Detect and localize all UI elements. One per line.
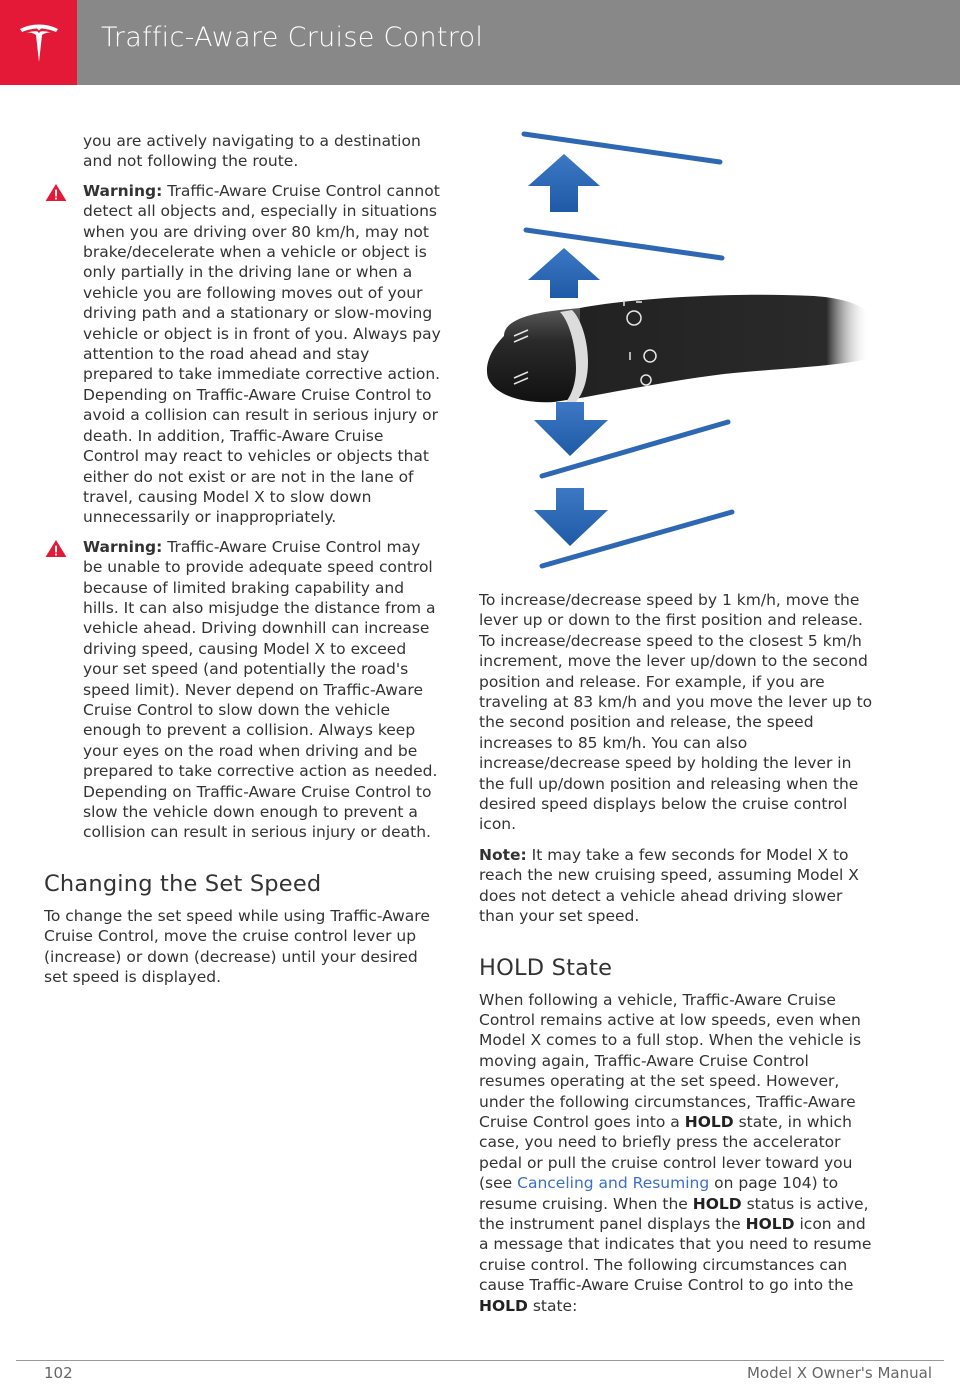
note-paragraph	[479, 845, 879, 927]
canceling-and-resuming-link[interactable]: Canceling and Resuming	[517, 1174, 710, 1193]
note-label: Note:	[479, 845, 527, 864]
hold-text: on page 104) to resume cruising. When the	[479, 1174, 839, 1213]
hold-text: state, in which case, you need to briefly press the accelerator pedal or pull the cruise control lever toward you (see	[479, 1112, 853, 1193]
speed-adjust-paragraph: To increase/decrease speed by 1 km/h, move the lever up or down to the first position and release. To increase/decrease speed to the closest 5 km/h increment, move the lever up/down to the second position and release. For example, if you are traveling at 83 km/h and you move the lever up to the second position and release, the speed increases to 85 km/h. You can also increase/decrease speed by holding the lever in the full up/down position and releasing when the desired speed displays below the cruise control icon.	[479, 591, 873, 834]
hold-term: HOLD	[684, 1112, 734, 1131]
hold-term: HOLD	[745, 1214, 795, 1233]
section-heading-hold-state: HOLD State	[479, 954, 613, 981]
footer-divider	[16, 1360, 944, 1361]
position-line-up-2	[524, 134, 720, 162]
right-column	[479, 590, 879, 1316]
hold-term: HOLD	[479, 1296, 528, 1315]
lever-stalk	[580, 295, 870, 398]
lever-tip	[487, 308, 580, 402]
warning-label: Warning:	[83, 537, 163, 556]
section-heading-set-speed: Changing the Set Speed	[44, 870, 322, 897]
warning-block-1	[44, 181, 442, 528]
hold-text: status is active, the instrument panel displays the	[479, 1194, 869, 1233]
warning-icon	[44, 183, 68, 202]
page-number: 102	[44, 1364, 73, 1382]
warning-block-2	[44, 537, 442, 843]
warning-text: Traffic-Aware Cruise Control cannot detect all objects and, especially in situations when you are driving over 80 km/h, may not brake/decelerate when a vehicle or object is only partially in the driving lane or when a vehicle you are following moves out of your driving path and a stationary or slow-moving vehicle or object is in front of you. Always pay attention to the road ahead and stay prepared to take immediate corrective action. Depending on Traffic-Aware Cruise Control to avoid a collision can result in serious injury or death. In addition, Traffic-Aware Cruise Control may react to vehicles or objects that either do not exist or are not in the lane of travel, causing Model X to slow down unnecessarily or inappropriately.	[83, 181, 441, 527]
left-column	[44, 131, 442, 987]
page-header	[0, 0, 960, 85]
intro-paragraph: you are actively navigating to a destination and not following the route.	[83, 132, 421, 171]
tesla-logo-icon	[0, 0, 77, 85]
set-speed-paragraph: To change the set speed while using Traffic-Aware Cruise Control, move the cruise control lever up (increase) or down (decrease) until your desired set speed is displayed.	[44, 906, 430, 987]
arrow-up-icon	[528, 154, 600, 212]
hold-text: icon and a message that indicates that you need to resume cruise control. The following circumstances can cause Traffic-Aware Cruise Control to go into the	[479, 1214, 872, 1295]
position-line-up-1	[526, 230, 722, 258]
warning-label: Warning:	[83, 181, 163, 200]
arrow-down-icon	[534, 488, 608, 546]
warning-text: Traffic-Aware Cruise Control may be unable to provide adequate speed control because of limited braking capability and hills. It can also misjudge the distance from a vehicle ahead. Driving downhill can increase driving speed, causing Model X to exceed your set speed (and potentially the road's speed limit). Never depend on Traffic-Aware Cruise Control to slow down the vehicle enough to prevent a collision. Always keep your eyes on the road when driving and be prepared to take corrective action as needed. Depending on Traffic-Aware Cruise Control to slow the vehicle down enough to prevent a collision can result in serious injury or death.	[83, 537, 438, 842]
hold-state-paragraph	[479, 990, 879, 1317]
note-text: It may take a few seconds for Model X to reach the new cruising speed, assuming Model X does not detect a vehicle ahead driving slower than your set speed.	[479, 845, 859, 926]
hold-text: state:	[527, 1296, 578, 1315]
manual-title: Model X Owner's Manual	[746, 1364, 932, 1382]
warning-icon	[44, 539, 68, 558]
cruise-control-lever-illustration	[484, 122, 870, 576]
arrow-down-icon	[534, 402, 608, 456]
page-title: Traffic-Aware Cruise Control	[101, 22, 484, 53]
hold-term: HOLD	[692, 1194, 742, 1213]
hold-text: When following a vehicle, Traffic-Aware Cruise Control remains active at low speeds, even when Model X comes to a full stop. When the vehicle is moving again, Traffic-Aware Cruise Control resumes operating at the set speed. However, under the following circumstances, Traffic-Aware Cruise Control goes into a	[479, 990, 862, 1131]
arrow-up-icon	[528, 248, 600, 298]
